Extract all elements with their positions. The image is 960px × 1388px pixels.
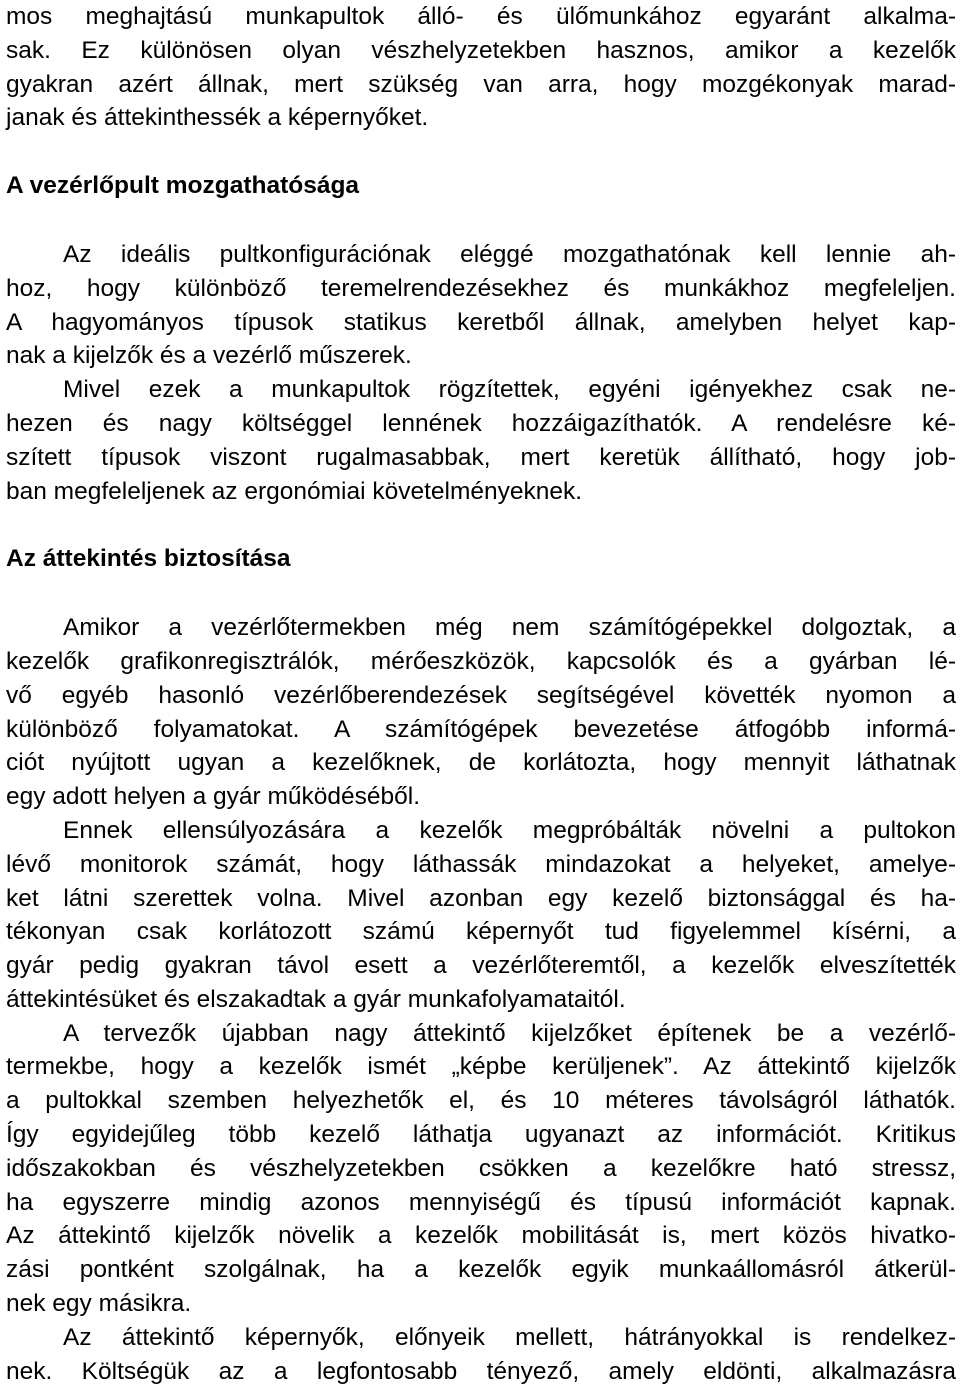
- text-line: A hagyományos típusok statikus keretből állnak, amelyben helyet kap-: [6, 308, 956, 336]
- text-line: ket látni szerettek volna. Mivel azonban egy kezelő biztonsággal és ha-: [6, 884, 956, 912]
- text-line: sak. Ez különösen olyan vészhelyzetekben hasznos, amikor a kezelők: [6, 36, 956, 64]
- text-line: kezelők grafikonregisztrálók, mérőeszközök, kapcsolók és a gyárban lé-: [6, 647, 956, 675]
- text-line: különböző folyamatokat. A számítógépek bevezetése átfogóbb informá-: [6, 715, 956, 743]
- spacer: [6, 576, 956, 611]
- text-line: hezen és nagy költséggel lennének hozzáigazíthatók. A rendelésre ké-: [6, 409, 956, 437]
- text-line: nak a kijelzők és a vezérlő műszerek.: [6, 342, 412, 370]
- text-line: vő egyéb hasonló vezérlőberendezések segítségével követték nyomon a: [6, 681, 956, 709]
- text-line: Az ideális pultkonfigurációnak eléggé mozgathatónak kell lennie ah-: [63, 240, 956, 268]
- text-line: ha egyszerre mindig azonos mennyiségű és típusú információt kapnak.: [6, 1188, 956, 1216]
- spacer: [6, 508, 956, 542]
- text-line: Amikor a vezérlőtermekben még nem számítógépekkel dolgoztak, a: [63, 614, 956, 642]
- text-line: Az áttekintő kijelzők növelik a kezelők mobilitását is, mert közös hivatko-: [6, 1222, 956, 1250]
- text-line: mos meghajtású munkapultok álló- és ülőmunkához egyaránt alkalma-: [6, 3, 956, 30]
- intro-paragraph: [6, 0, 956, 135]
- text-line: szített típusok viszont rugalmasabbak, mert keretük állítható, hogy job-: [6, 443, 956, 471]
- paragraph: [6, 1017, 956, 1321]
- text-line: a pultokkal szemben helyezhetők el, és 10 méteres távolságról láthatók.: [6, 1087, 956, 1115]
- text-line: időszakokban és vészhelyzetekben csökken a kezelőkre ható stressz,: [6, 1154, 956, 1182]
- text-line: egy adott helyen a gyár működéséből.: [6, 783, 421, 811]
- text-line: Mivel ezek a munkapultok rögzítettek, egyéni igényekhez csak ne-: [63, 376, 956, 404]
- document-page: [6, 0, 956, 1388]
- text-line: nek egy másikra.: [6, 1290, 192, 1318]
- text-line: hoz, hogy különböző teremelrendezésekhez és munkákhoz megfeleljen.: [6, 274, 956, 302]
- paragraph: [6, 611, 956, 814]
- paragraph: [6, 1321, 956, 1388]
- section-heading: A vezérlőpult mozgathatósága: [6, 171, 360, 199]
- text-line: Az áttekintő képernyők, előnyeik mellett, hátrányokkal is rendelkez-: [63, 1323, 956, 1351]
- paragraph: [6, 238, 956, 373]
- text-line: tékonyan csak korlátozott számú képernyőt tud figyelemmel kísérni, a: [6, 918, 956, 946]
- text-line: Ennek ellensúlyozására a kezelők megpróbálták növelni a pultokon: [63, 816, 956, 844]
- spacer: [6, 203, 956, 238]
- text-line: ciót nyújtott ugyan a kezelőknek, de korlátozta, hogy mennyit láthatnak: [6, 749, 956, 777]
- text-line: janak és áttekinthessék a képernyőket.: [6, 104, 429, 132]
- paragraph: [6, 814, 956, 1017]
- text-line: lévő monitorok számát, hogy láthassák mindazokat a helyeket, amelye-: [6, 850, 956, 878]
- spacer: [6, 135, 956, 169]
- text-line: termekbe, hogy a kezelők ismét „képbe kerüljenek”. Az áttekintő kijelzők: [6, 1053, 956, 1081]
- paragraph: [6, 373, 956, 508]
- text-line: Így egyidejűleg több kezelő láthatja ugyanazt az információt. Kritikus: [6, 1121, 956, 1149]
- text-line: gyakran azért állnak, mert szükség van arra, hogy mozgékonyak marad-: [6, 70, 956, 98]
- text-line: gyár pedig gyakran távol esett a vezérlőteremtől, a kezelők elveszítették: [6, 952, 956, 980]
- text-line: nek. Költségük az a legfontosabb tényező, amely eldönti, alkalmazásra: [6, 1357, 956, 1385]
- text-line: ban megfeleljenek az ergonómiai követelményeknek.: [6, 477, 583, 505]
- text-line: zási pontként szolgálnak, ha a kezelők egyik munkaállomásról átkerül-: [6, 1256, 956, 1284]
- section-heading: Az áttekintés biztosítása: [6, 544, 291, 572]
- text-line: áttekintésüket és elszakadtak a gyár munkafolyamataitól.: [6, 985, 626, 1013]
- text-line: A tervezők újabban nagy áttekintő kijelzőket építenek be a vezérlő-: [63, 1019, 956, 1047]
